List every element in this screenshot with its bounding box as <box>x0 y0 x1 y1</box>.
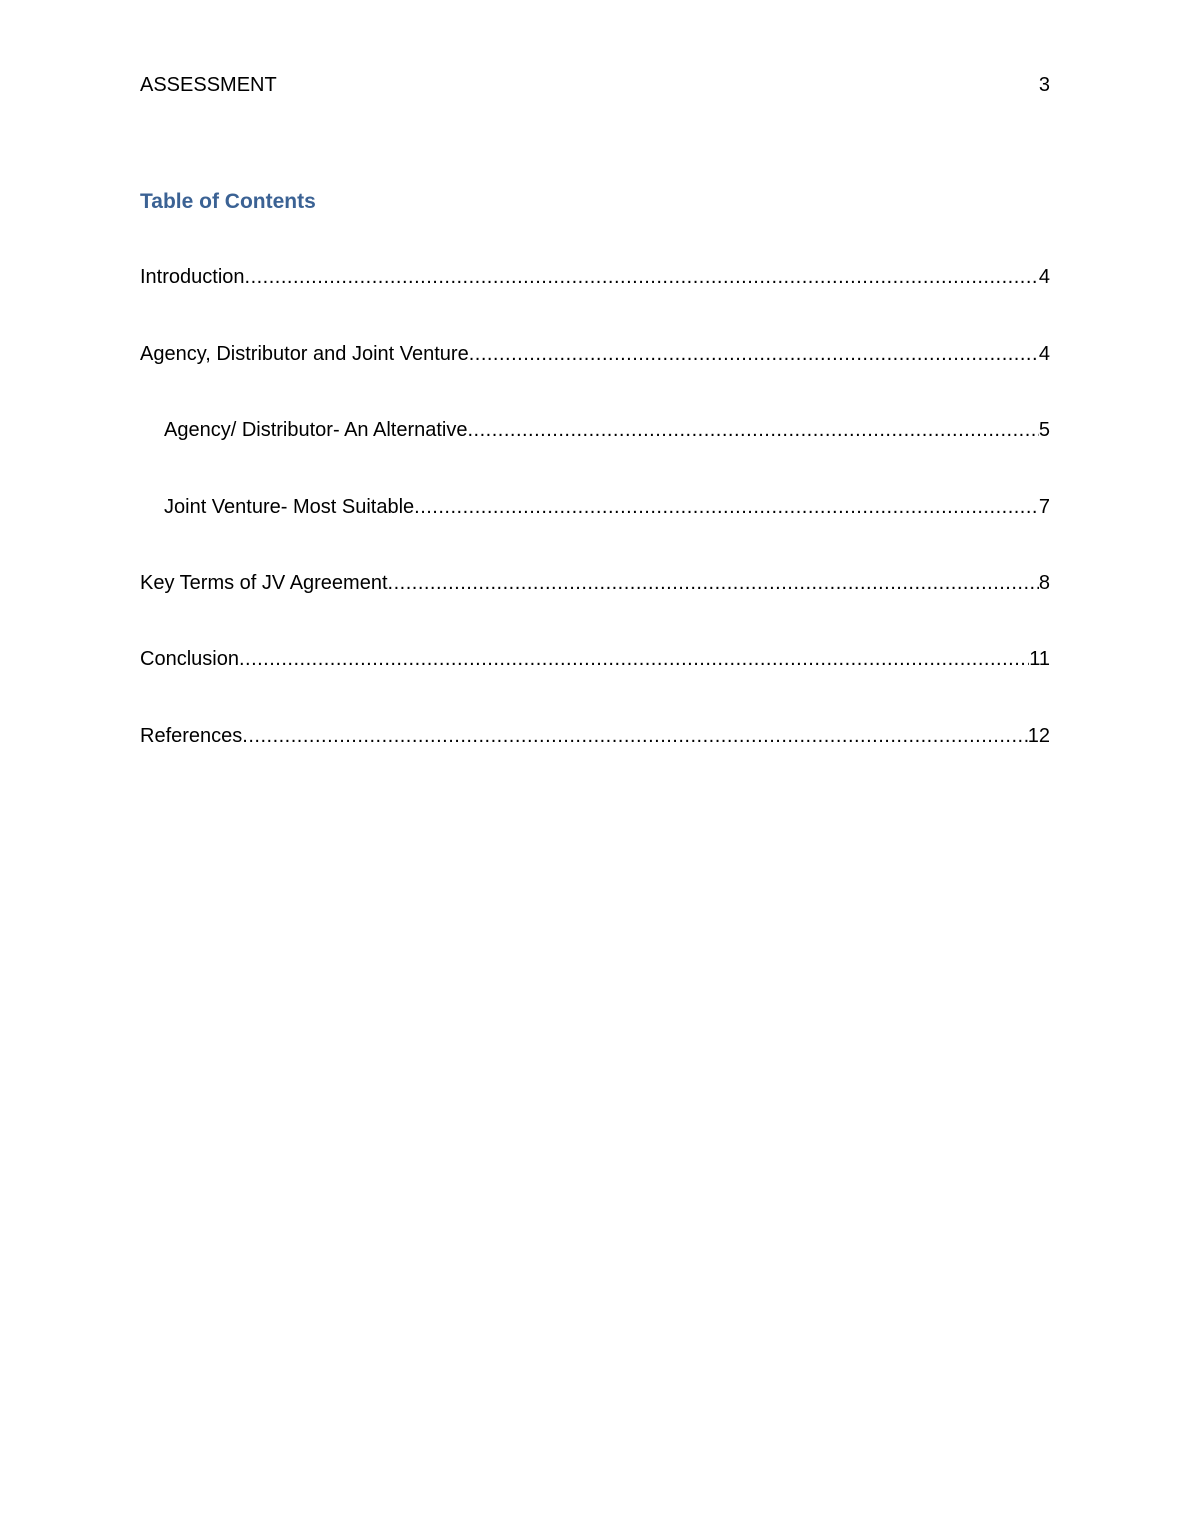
toc-dot-leader <box>469 340 1039 368</box>
toc-dot-leader <box>239 645 1029 673</box>
running-head-title: ASSESSMENT <box>140 74 277 96</box>
toc-entry-page: 11 <box>1029 648 1050 670</box>
toc-entry-page: 12 <box>1027 725 1050 747</box>
toc-dot-leader <box>467 416 1038 444</box>
toc-entry-label: Agency, Distributor and Joint Venture <box>140 343 469 365</box>
toc-entry-page: 7 <box>1038 496 1050 518</box>
toc-entry-page: 4 <box>1038 343 1050 365</box>
toc-heading: Table of Contents <box>140 190 316 213</box>
toc-entry-page: 8 <box>1038 572 1050 594</box>
toc-entry-label: Agency/ Distributor- An Alternative <box>164 419 468 441</box>
toc-entry-joint-venture-most-suitable[interactable] <box>164 493 1050 521</box>
page-number: 3 <box>1038 74 1050 96</box>
toc-entry-conclusion[interactable] <box>140 645 1050 673</box>
toc-entry-page: 5 <box>1038 419 1050 441</box>
toc-entry-label: Joint Venture- Most Suitable <box>164 496 415 518</box>
toc-entry-key-terms-jv-agreement[interactable] <box>140 569 1050 597</box>
toc-entry-label: References <box>140 725 243 747</box>
toc-entry-references[interactable] <box>140 722 1050 750</box>
toc-entry-agency-distributor-alternative[interactable] <box>164 416 1050 444</box>
toc-entry-introduction[interactable] <box>140 263 1050 291</box>
toc-dot-leader <box>242 722 1027 750</box>
toc-entry-page: 4 <box>1038 266 1050 288</box>
running-head <box>140 72 1050 98</box>
toc-entry-label: Introduction <box>140 266 245 288</box>
toc-dot-leader <box>388 569 1039 597</box>
toc-dot-leader <box>414 493 1039 521</box>
toc-dot-leader <box>245 263 1039 291</box>
toc-entry-label: Key Terms of JV Agreement <box>140 572 388 594</box>
toc-entry-label: Conclusion <box>140 648 239 670</box>
toc-entry-agency-distributor-joint-venture[interactable] <box>140 340 1050 368</box>
